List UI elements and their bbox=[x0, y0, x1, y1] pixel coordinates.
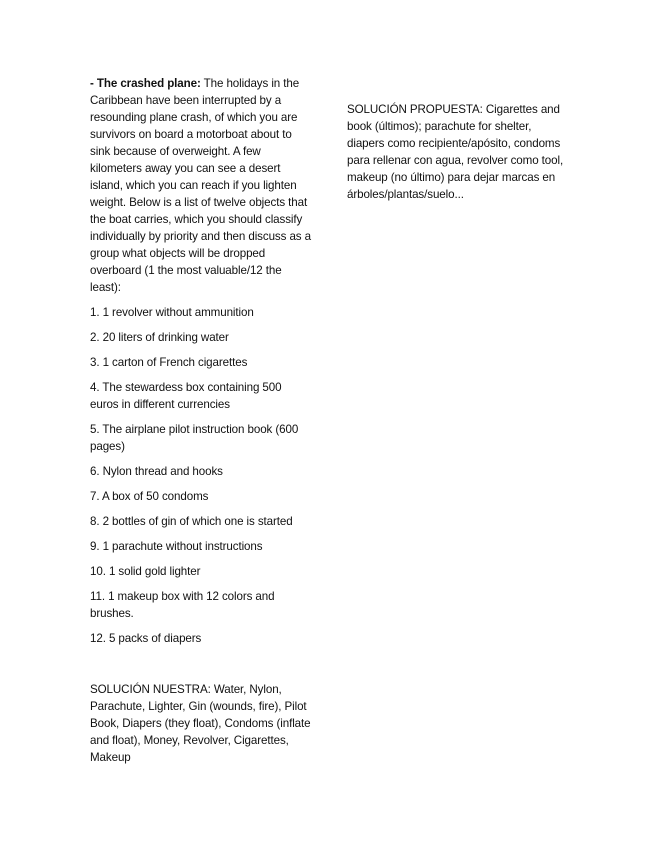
list-item-11: 11. 1 makeup box with 12 colors and brushes. bbox=[90, 590, 275, 620]
list-item-1: 1. 1 revolver without ammunition bbox=[90, 306, 254, 319]
list-item-5: 5. The airplane pilot instruction book (600 pages) bbox=[90, 423, 299, 453]
list-item-7: 7. A box of 50 condoms bbox=[90, 490, 209, 503]
intro-text: The holidays in the Caribbean have been interrupted by a resounding plane crash, of which you are survivors on board a motorboat about to sink because of overweight. A few kilometers away you can see a desert island, which you can reach if you lighten weight. Below is a list of twelve objects that the boat carries, which you should classify individually by priority and then discuss as a group what objects will be dropped overboard (1 the most valuable/12 the least): bbox=[90, 77, 311, 294]
proposed-solution-paragraph: SOLUCIÓN PROPUESTA: Cigarettes and book (últimos); parachute for shelter, diapers como recipiente/apósito, condoms para rellenar con agua, revolver como tool, makeup (no último) para dejar marcas en árboles/plantas/suelo... bbox=[347, 103, 564, 201]
list-item-4: 4. The stewardess box containing 500 euros in different currencies bbox=[90, 381, 282, 411]
list-item-6: 6. Nylon thread and hooks bbox=[90, 465, 223, 478]
list-item-12: 12. 5 packs of diapers bbox=[90, 632, 202, 645]
list-item-8: 8. 2 bottles of gin of which one is started bbox=[90, 515, 293, 528]
list-item-10: 10. 1 solid gold lighter bbox=[90, 565, 201, 578]
our-solution-paragraph: SOLUCIÓN NUESTRA: Water, Nylon, Parachute, Lighter, Gin (wounds, fire), Pilot Book, Diapers (they float), Condoms (inflate and float), Money, Revolver, Cigarettes, Makeup bbox=[90, 683, 311, 764]
intro-heading: - The crashed plane: bbox=[90, 77, 201, 90]
right-column bbox=[347, 101, 569, 203]
intro-paragraph bbox=[90, 75, 312, 296]
list-item-9: 9. 1 parachute without instructions bbox=[90, 540, 263, 553]
list-item-2: 2. 20 liters of drinking water bbox=[90, 331, 229, 344]
list-item-3: 3. 1 carton of French cigarettes bbox=[90, 356, 248, 369]
left-column bbox=[90, 75, 312, 766]
